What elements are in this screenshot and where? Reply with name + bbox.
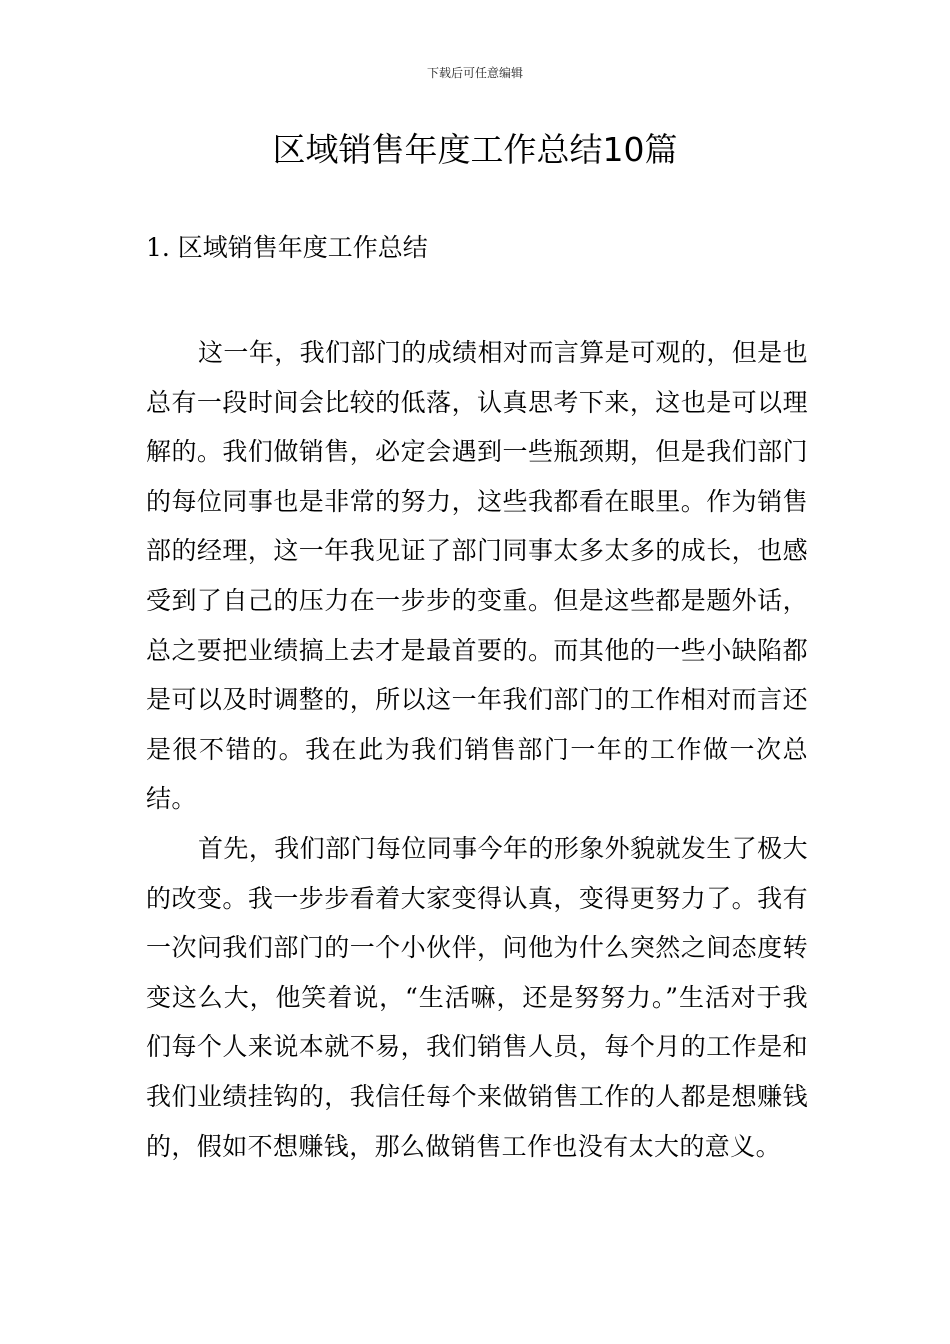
paragraph-1: 这一年，我们部门的成绩相对而言算是可观的，但是也总有一段时间会比较的低落，认真思考下来，这也是可以理解的。我们做销售，必定会遇到一些瓶颈期，但是我们部门的每位同事也是非常的努力，这些我都看在眼里。作为销售部的经理，这一年我见证了部门同事太多太多的成长，也感受到了自己的压力在一步步的变重。但是这些都是题外话，总之要把业绩搞上去才是最首要的。而其他的一些小缺陷都是可以及时调整的，所以这一年我们部门的工作相对而言还是很不错的。我在此为我们销售部门一年的工作做一次总结。: [146, 338, 808, 814]
section-heading: 1. 区域销售年度工作总结: [146, 233, 428, 262]
header-note: 下载后可任意编辑: [426, 66, 523, 80]
body-text: [146, 328, 808, 1171]
document-title: 区域销售年度工作总结10篇: [272, 130, 678, 169]
paragraph-2: 首先，我们部门每位同事今年的形象外貌就发生了极大的改变。我一步步看着大家变得认真，变得更努力了。我有一次问我们部门的一个小伙伴，问他为什么突然之间态度转变这么大，他笑着说，“生活嘛，还是努努力。”生活对于我们每个人来说本就不易，我们销售人员，每个月的工作是和我们业绩挂钩的，我信任每个来做销售工作的人都是想赚钱的，假如不想赚钱，那么做销售工作也没有太大的意义。: [146, 833, 808, 1161]
